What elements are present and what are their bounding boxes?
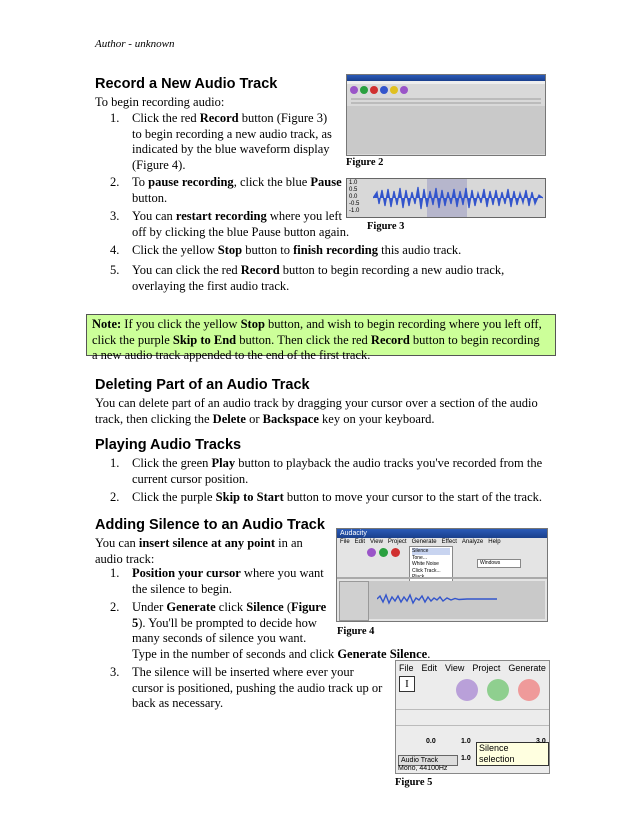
figure-2-caption: Figure 2 [346, 157, 384, 168]
section-title-silence: Adding Silence to an Audio Track [95, 517, 325, 533]
section-title-playing: Playing Audio Tracks [95, 437, 242, 453]
figure-2-screenshot [346, 74, 546, 156]
figure-5-screenshot: File Edit View Project Generate I Silence selection 0.0 1.0 3.0 Audio Track 1.0 Mono, 44100Hz [395, 660, 550, 774]
section-title-deleting: Deleting Part of an Audio Track [95, 377, 310, 393]
figure-3-waveform: 1.0 0.5 0.0 -0.5 -1.0 [346, 178, 546, 218]
figure-5-caption: Figure 5 [395, 777, 433, 788]
note-box: Note: If you click the yellow Stop button, and wish to begin recording where you left off, click the purple Skip to End button. Then click the red Record button to begin recording a new audio track appended to the end of the first track. [86, 314, 556, 356]
record-intro: To begin recording audio: [95, 95, 225, 109]
silence-tooltip: Silence selection [476, 742, 549, 766]
figure-4-caption: Figure 4 [337, 626, 375, 637]
selection-tool-icon: I [399, 676, 415, 692]
silence-intro: You can insert silence at any point in an audio track: [95, 536, 303, 566]
section-title-record: Record a New Audio Track [95, 76, 278, 92]
figure-4-screenshot: Audacity File Edit View Project Generate Effect Analyze Help Silence Tone... White Noise Click Track... Windows [336, 528, 548, 622]
figure-3-caption: Figure 3 [367, 221, 405, 232]
deleting-paragraph: You can delete part of an audio track by dragging your cursor over a section of the audio track, then clicking the Delete or Backspace key on your keyboard. [95, 396, 538, 426]
author-header: Author - unknown [95, 38, 175, 50]
